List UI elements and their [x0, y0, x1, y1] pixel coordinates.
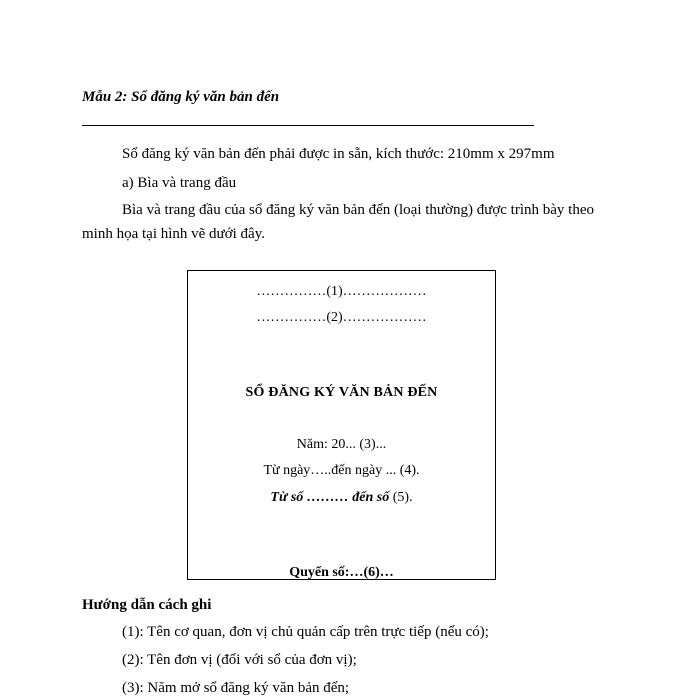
guide-item: (2): Tên đơn vị (đối với sổ của đơn vị); [122, 652, 357, 668]
cover-year: Năm: 20... (3)... [296, 437, 387, 452]
cover-agency-line: ……………(1)……………… [256, 284, 427, 299]
cover-date-range: Từ ngày…..đến ngày ... (4). [263, 463, 420, 478]
cover-number-dots: ……… [303, 490, 353, 505]
form-heading: Mẫu 2: Sổ đăng ký văn bản đến [82, 89, 280, 105]
paragraph-size: Sổ đăng ký văn bản đến phải được in sẵn, kích thước: 210mm x 297mm [122, 146, 555, 162]
cover-number-range [188, 490, 495, 506]
guide-item: (1): Tên cơ quan, đơn vị chủ quản cấp trên trực tiếp (nếu có); [122, 624, 489, 640]
cover-number-from: Từ số [270, 490, 304, 505]
cover-volume: Quyển số:…(6)… [289, 565, 394, 580]
paragraph-section-a: a) Bìa và trang đầu [122, 175, 237, 191]
guide-item: (3): Năm mở sổ đăng ký văn bản đến; [122, 680, 350, 696]
guide-title: Hướng dẫn cách ghi [82, 597, 212, 613]
cover-illustration-box [187, 270, 496, 580]
horizontal-rule [82, 125, 534, 126]
cover-number-ref: (5). [389, 490, 413, 505]
paragraph-cover-desc-line2: minh họa tại hình vẽ dưới đây. [82, 226, 265, 242]
paragraph-cover-desc-line1: Bìa và trang đầu của sổ đăng ký văn bản đến (loại thường) được trình bày theo [122, 202, 594, 218]
cover-number-to: đến số [352, 490, 390, 505]
cover-title: SỔ ĐĂNG KÝ VĂN BẢN ĐẾN [245, 385, 438, 400]
cover-unit-line: ……………(2)……………… [256, 310, 427, 325]
